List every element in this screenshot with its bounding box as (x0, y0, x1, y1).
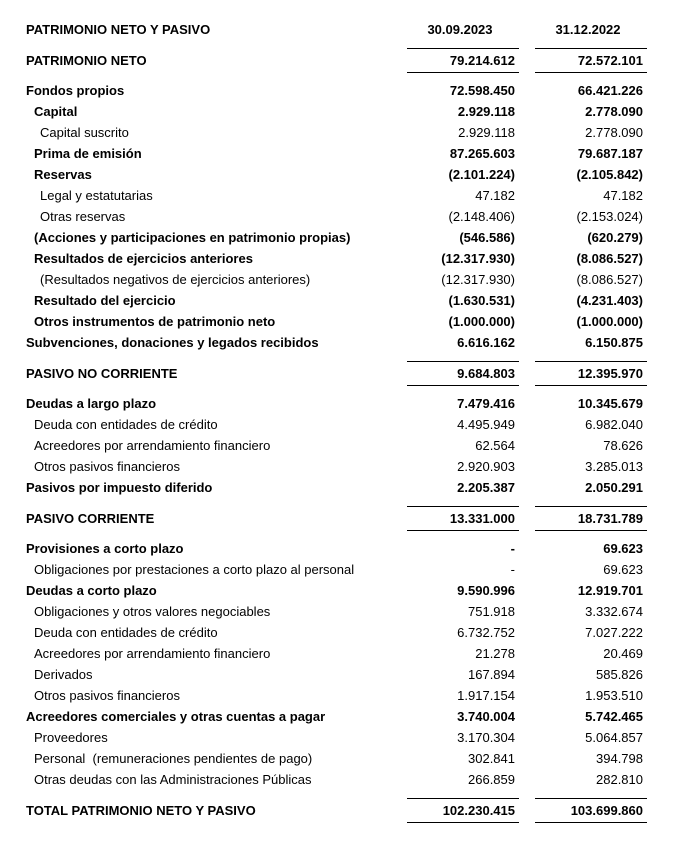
column-header-2023: 30.09.2023 (427, 22, 493, 37)
table-row (0, 538, 681, 559)
value-2023: 3.740.004 (457, 709, 515, 724)
table-row (0, 622, 681, 643)
table-row (0, 414, 681, 435)
value-2023: (12.317.930) (441, 272, 515, 287)
row-label: Fondos propios (26, 83, 125, 98)
row-label: Proveedores (34, 730, 108, 745)
value-2023: (1.000.000) (448, 314, 515, 329)
table-row (0, 248, 681, 269)
table-row (0, 185, 681, 206)
value-2023: 6.616.162 (457, 335, 515, 350)
table-row (0, 435, 681, 456)
value-2023: - (510, 541, 515, 556)
value-2023: 2.929.118 (457, 104, 515, 119)
value-2022: 2.778.090 (585, 125, 643, 140)
row-label: PASIVO NO CORRIENTE (26, 366, 178, 381)
row-label: Otras deudas con las Administraciones Públicas (34, 772, 312, 787)
table-row (0, 393, 681, 414)
value-2022: 282.810 (596, 772, 643, 787)
row-label: (Resultados negativos de ejercicios anteriores) (40, 272, 311, 287)
row-label: Personal (remuneraciones pendientes de pago) (34, 751, 313, 766)
row-label: Deuda con entidades de crédito (34, 625, 218, 640)
row-label: Otros instrumentos de patrimonio neto (34, 314, 276, 329)
row-label: Acreedores por arrendamiento financiero (34, 646, 271, 661)
table-row (0, 164, 681, 185)
section-rule (535, 530, 647, 531)
row-label: Otros pasivos financieros (34, 459, 180, 474)
value-2023: 9.590.996 (457, 583, 515, 598)
section-rule (535, 385, 647, 386)
value-2023: 9.684.803 (457, 366, 515, 381)
value-2023: 13.331.000 (449, 511, 515, 526)
value-2022: 2.778.090 (585, 104, 643, 119)
row-label: Deudas a largo plazo (26, 396, 157, 411)
value-2022: (8.086.527) (576, 272, 643, 287)
section-rule (407, 72, 519, 73)
value-2023: 3.170.304 (457, 730, 515, 745)
value-2022: 10.345.679 (577, 396, 643, 411)
table-row (0, 311, 681, 332)
row-label: Derivados (34, 667, 93, 682)
section-rule (535, 48, 647, 49)
value-2023: - (510, 562, 515, 577)
value-2023: (12.317.930) (441, 251, 515, 266)
table-row (0, 748, 681, 769)
value-2022: 585.826 (596, 667, 643, 682)
value-2022: 3.285.013 (585, 459, 643, 474)
row-label: Capital suscrito (40, 125, 129, 140)
value-2022: 2.050.291 (585, 480, 643, 495)
value-2022: 20.469 (603, 646, 643, 661)
value-2023: 87.265.603 (449, 146, 515, 161)
value-2022: 12.395.970 (577, 366, 643, 381)
section-total-row (0, 50, 681, 71)
section-rule (407, 822, 519, 823)
table-row (0, 706, 681, 727)
value-2023: (2.148.406) (448, 209, 515, 224)
table-row (0, 332, 681, 353)
value-2023: 2.929.118 (458, 125, 515, 140)
table-row (0, 206, 681, 227)
value-2022: 12.919.701 (577, 583, 643, 598)
row-label: PASIVO CORRIENTE (26, 511, 155, 526)
table-row (0, 643, 681, 664)
row-label: TOTAL PATRIMONIO NETO Y PASIVO (26, 803, 256, 818)
row-label: Otros pasivos financieros (34, 688, 180, 703)
value-2023: 47.182 (475, 188, 515, 203)
value-2023: 79.214.612 (449, 53, 515, 68)
value-2022: 47.182 (603, 188, 643, 203)
value-2022: 72.572.101 (577, 53, 643, 68)
section-rule (407, 506, 519, 507)
value-2022: 5.064.857 (585, 730, 643, 745)
value-2022: (1.000.000) (576, 314, 643, 329)
table-row (0, 685, 681, 706)
value-2022: 3.332.674 (585, 604, 643, 619)
row-label: (Acciones y participaciones en patrimonio propias) (34, 230, 351, 245)
table-row (0, 664, 681, 685)
section-rule (535, 361, 647, 362)
table-row (0, 456, 681, 477)
row-label: Deudas a corto plazo (26, 583, 157, 598)
value-2022: 103.699.860 (570, 803, 643, 818)
value-2023: 102.230.415 (442, 803, 515, 818)
row-label: Resultados de ejercicios anteriores (34, 251, 253, 266)
value-2023: (546.586) (459, 230, 515, 245)
table-row (0, 769, 681, 790)
value-2023: (2.101.224) (448, 167, 515, 182)
table-row (0, 101, 681, 122)
value-2023: 266.859 (468, 772, 515, 787)
row-label: Obligaciones por prestaciones a corto plazo al personal (34, 562, 355, 577)
table-header-row (0, 19, 681, 40)
table-row (0, 477, 681, 498)
value-2022: 5.742.465 (585, 709, 643, 724)
section-rule (407, 361, 519, 362)
section-total-row (0, 508, 681, 529)
table-row (0, 290, 681, 311)
table-row (0, 580, 681, 601)
row-label: PATRIMONIO NETO (26, 53, 147, 68)
section-rule (535, 72, 647, 73)
section-total-row (0, 363, 681, 384)
value-2023: (1.630.531) (448, 293, 515, 308)
section-rule (407, 385, 519, 386)
section-rule (407, 48, 519, 49)
value-2022: 6.150.875 (585, 335, 643, 350)
row-label: Otras reservas (40, 209, 126, 224)
value-2023: 7.479.416 (457, 396, 515, 411)
value-2023: 72.598.450 (449, 83, 515, 98)
row-label: Acreedores comerciales y otras cuentas a pagar (26, 709, 326, 724)
value-2023: 751.918 (468, 604, 515, 619)
table-row (0, 727, 681, 748)
row-label: Resultado del ejercicio (34, 293, 176, 308)
value-2022: 66.421.226 (577, 83, 643, 98)
value-2023: 2.205.387 (457, 480, 515, 495)
value-2022: 7.027.222 (585, 625, 643, 640)
row-label: Pasivos por impuesto diferido (26, 480, 213, 495)
value-2023: 1.917.154 (457, 688, 515, 703)
value-2023: 302.841 (468, 751, 515, 766)
value-2023: 21.278 (475, 646, 515, 661)
value-2022: (8.086.527) (576, 251, 643, 266)
value-2022: 18.731.789 (577, 511, 643, 526)
value-2022: 69.623 (603, 541, 643, 556)
table-row (0, 143, 681, 164)
table-row (0, 559, 681, 580)
section-rule (535, 506, 647, 507)
row-label: Deuda con entidades de crédito (34, 417, 218, 432)
section-rule (407, 530, 519, 531)
value-2022: 1.953.510 (585, 688, 643, 703)
table-row (0, 601, 681, 622)
table-row (0, 80, 681, 101)
row-label: Acreedores por arrendamiento financiero (34, 438, 271, 453)
row-label: Reservas (34, 167, 92, 182)
section-rule (535, 798, 647, 799)
value-2023: 6.732.752 (457, 625, 515, 640)
column-header-2022: 31.12.2022 (555, 22, 621, 37)
value-2023: 4.495.949 (457, 417, 515, 432)
balance-title: PATRIMONIO NETO Y PASIVO (26, 22, 211, 37)
value-2022: 78.626 (603, 438, 643, 453)
table-row (0, 227, 681, 248)
row-label: Provisiones a corto plazo (26, 541, 184, 556)
row-label: Legal y estatutarias (40, 188, 153, 203)
value-2022: (4.231.403) (576, 293, 643, 308)
value-2022: 6.982.040 (585, 417, 643, 432)
table-row (0, 269, 681, 290)
value-2022: (2.105.842) (576, 167, 643, 182)
value-2022: 79.687.187 (577, 146, 643, 161)
row-label: Capital (34, 104, 78, 119)
row-label: Prima de emisión (34, 146, 142, 161)
value-2022: 394.798 (596, 751, 643, 766)
table-row (0, 122, 681, 143)
value-2023: 167.894 (468, 667, 515, 682)
value-2022: (2.153.024) (576, 209, 643, 224)
section-rule (535, 822, 647, 823)
row-label: Obligaciones y otros valores negociables (34, 604, 271, 619)
row-label: Subvenciones, donaciones y legados recibidos (26, 335, 319, 350)
value-2022: 69.623 (603, 562, 643, 577)
section-rule (407, 798, 519, 799)
value-2023: 2.920.903 (457, 459, 515, 474)
value-2023: 62.564 (475, 438, 515, 453)
grand-total-row (0, 800, 681, 821)
value-2022: (620.279) (587, 230, 643, 245)
